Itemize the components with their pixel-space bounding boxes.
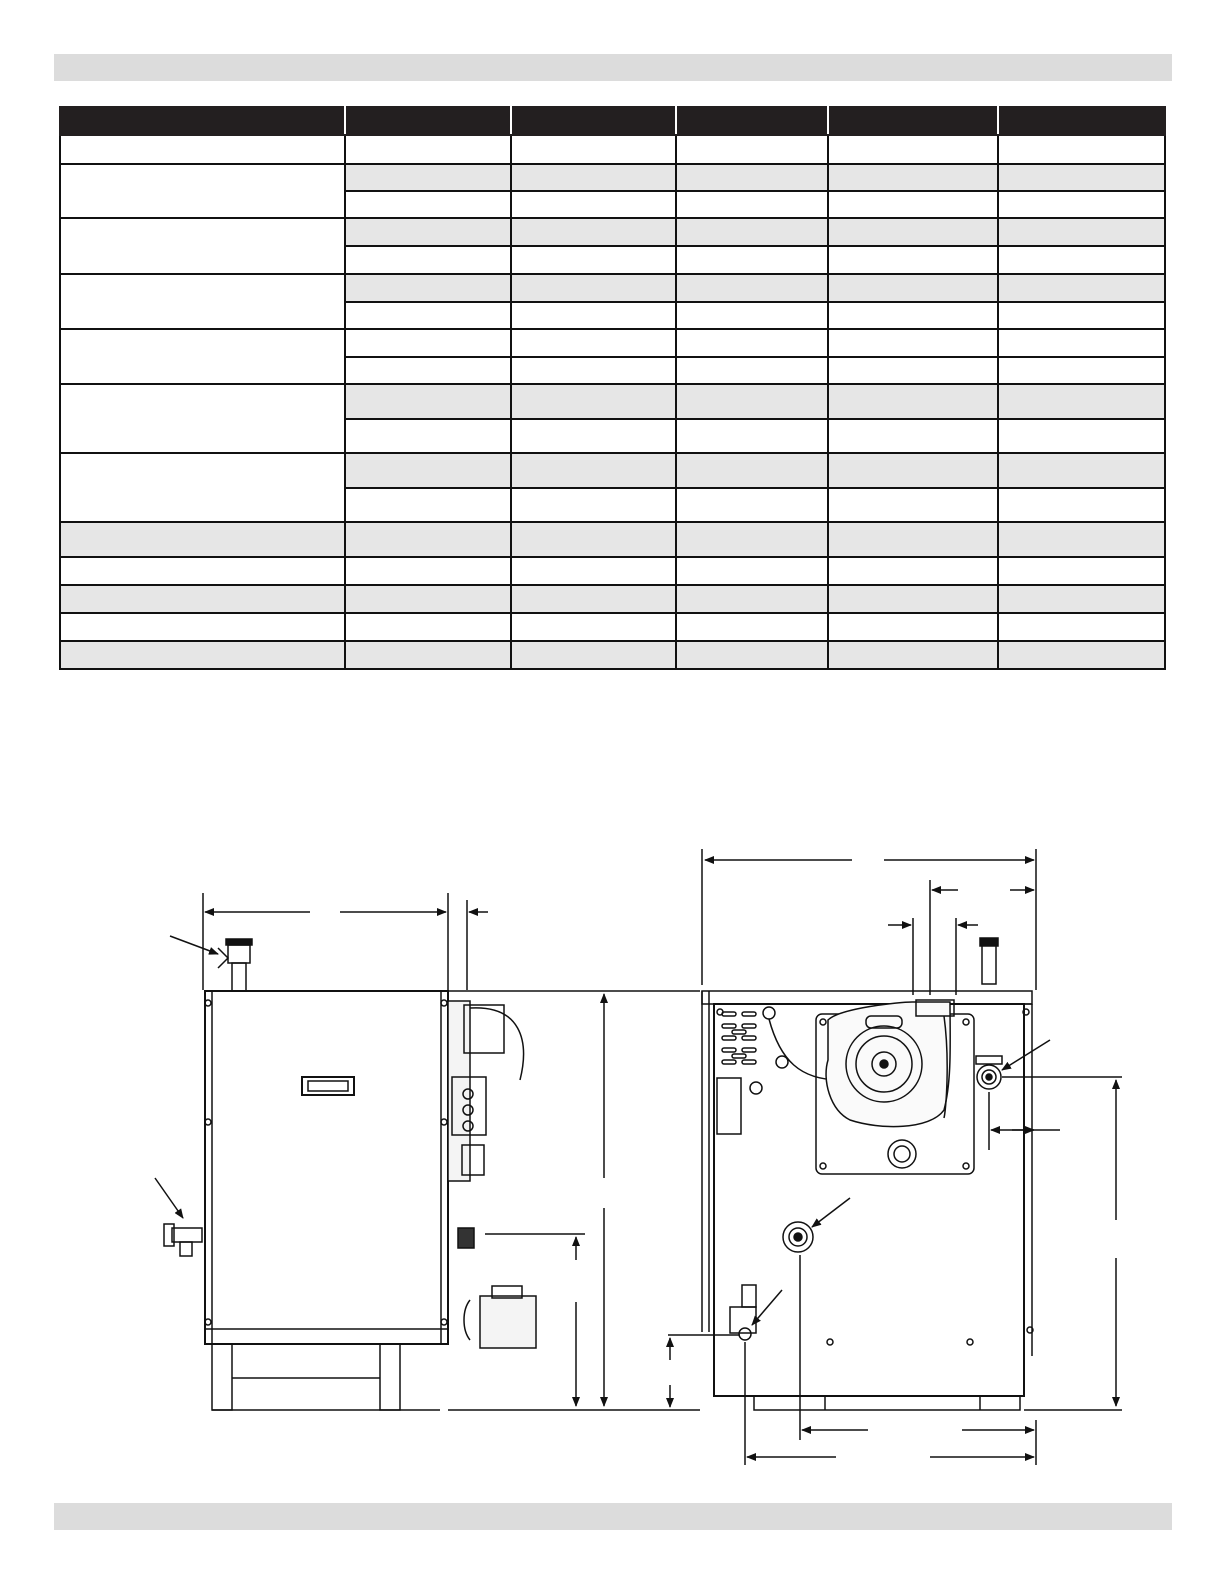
top-flange [702,991,1032,1004]
base-leg [212,1344,232,1410]
vent-pipe [232,963,246,991]
base-leg [380,1344,400,1410]
pressure-fitting [458,1228,474,1248]
vent-pipe-rear [982,944,996,984]
rear-view-drawing [702,938,1033,1410]
gas-valve [480,1296,536,1348]
cabinet-side-panel [205,991,448,1344]
side-view-drawing [164,939,536,1410]
drain-valve [172,1228,202,1242]
footer-band [54,1503,1172,1530]
